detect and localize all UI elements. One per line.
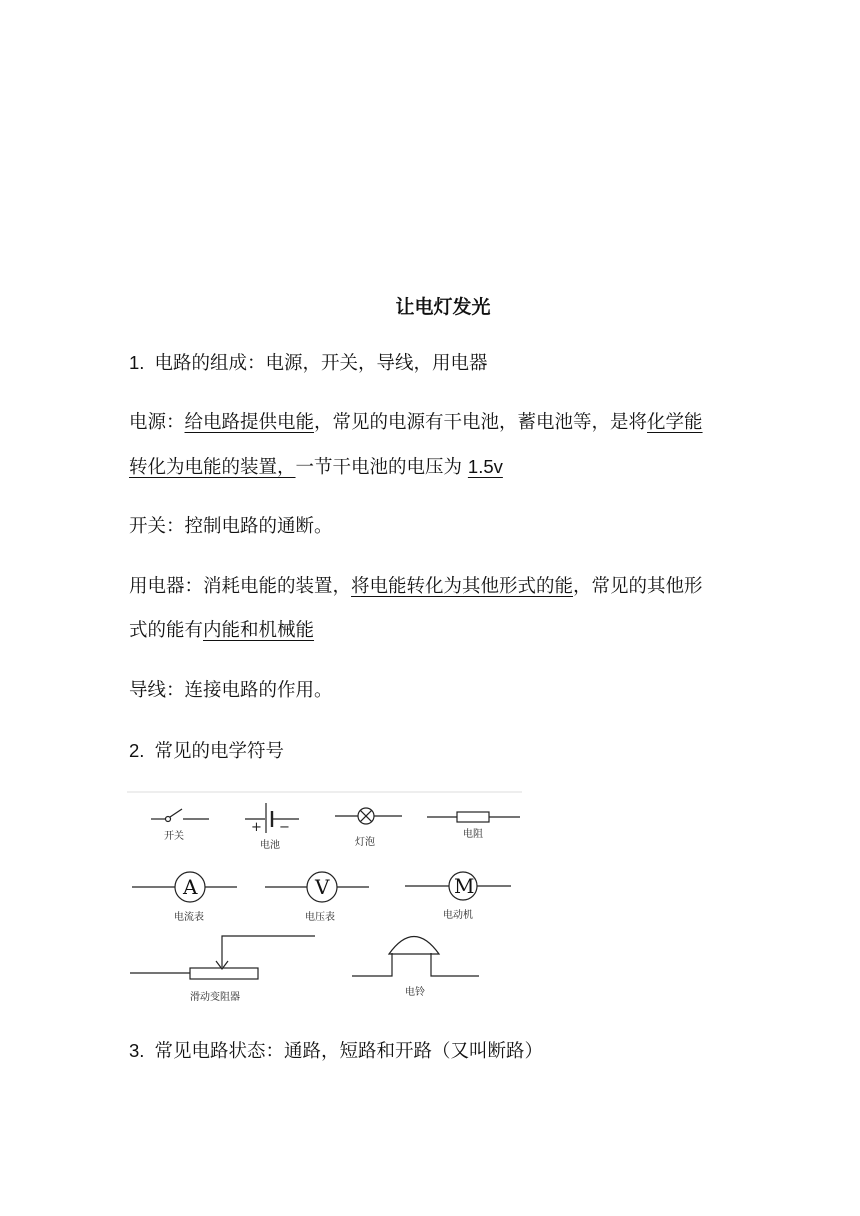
power-source-paragraph bbox=[129, 401, 765, 490]
section-number: 2. bbox=[129, 740, 145, 761]
battery-label: 电池 bbox=[260, 840, 280, 851]
energy-types: 内能和机械能 bbox=[203, 620, 315, 641]
switch-label: 开关 bbox=[164, 831, 184, 842]
voltmeter-label: 电压表 bbox=[305, 912, 335, 923]
voltmeter-letter: V bbox=[315, 875, 330, 899]
appliance-text: ，常见的其他形 bbox=[573, 576, 703, 597]
battery-voltage-value: 1.5v bbox=[467, 456, 503, 477]
ammeter-label: 电流表 bbox=[174, 912, 204, 923]
switch-paragraph bbox=[129, 505, 765, 549]
wire-text: 导线：连接电路的作用。 bbox=[129, 680, 333, 701]
motor-letter: M bbox=[454, 874, 475, 898]
bell-symbol bbox=[352, 937, 479, 999]
section-number: 3. bbox=[129, 1040, 145, 1061]
power-label: 电源： bbox=[129, 412, 185, 433]
page-title: 让电灯发光 bbox=[395, 296, 491, 318]
section-2 bbox=[129, 729, 765, 774]
chemical-energy: 化学能 bbox=[647, 412, 703, 433]
motor-symbol bbox=[405, 872, 511, 921]
voltmeter-symbol bbox=[265, 872, 369, 923]
bulb-symbol bbox=[335, 808, 402, 848]
appliance-text-2: 式的能有 bbox=[129, 620, 204, 641]
power-definition: 给电路提供电能 bbox=[184, 412, 315, 433]
circuit-symbols-figure bbox=[127, 791, 527, 1011]
resistor-label: 电阻 bbox=[463, 829, 483, 840]
section-text: 常见的电学符号 bbox=[154, 741, 284, 762]
ammeter-symbol bbox=[132, 872, 237, 923]
wire-paragraph bbox=[129, 669, 765, 713]
section-text: 电路的组成：电源，开关，导线，用电器 bbox=[154, 353, 488, 374]
section-text: 常见电路状态：通路，短路和开路（又叫断路） bbox=[154, 1041, 543, 1062]
rheostat-symbol bbox=[130, 936, 315, 1003]
motor-label: 电动机 bbox=[443, 910, 473, 921]
battery-minus: − bbox=[279, 820, 290, 835]
section-1 bbox=[129, 341, 765, 386]
bulb-label: 灯泡 bbox=[355, 837, 375, 848]
section-number: 1. bbox=[129, 352, 145, 373]
switch-symbol bbox=[151, 809, 209, 842]
ammeter-letter: A bbox=[183, 875, 198, 899]
switch-text: 开关：控制电路的通断。 bbox=[129, 516, 333, 537]
appliance-paragraph bbox=[129, 565, 765, 653]
rheostat-label: 滑动变阻器 bbox=[190, 992, 240, 1003]
appliance-conversion: 将电能转化为其他形式的能 bbox=[351, 576, 574, 597]
resistor-symbol bbox=[427, 812, 520, 840]
battery-symbol bbox=[245, 803, 299, 851]
power-text: ，常见的电源有干电池，蓄电池等，是将 bbox=[314, 412, 648, 433]
bell-label: 电铃 bbox=[405, 987, 425, 998]
appliance-label: 用电器：消耗电能的装置， bbox=[129, 576, 352, 597]
battery-voltage-text: 一节干电池的电压为 bbox=[295, 457, 468, 478]
battery-plus: + bbox=[251, 820, 262, 835]
section-3 bbox=[129, 1029, 765, 1074]
energy-conversion: 转化为电能的装置， bbox=[129, 457, 296, 478]
